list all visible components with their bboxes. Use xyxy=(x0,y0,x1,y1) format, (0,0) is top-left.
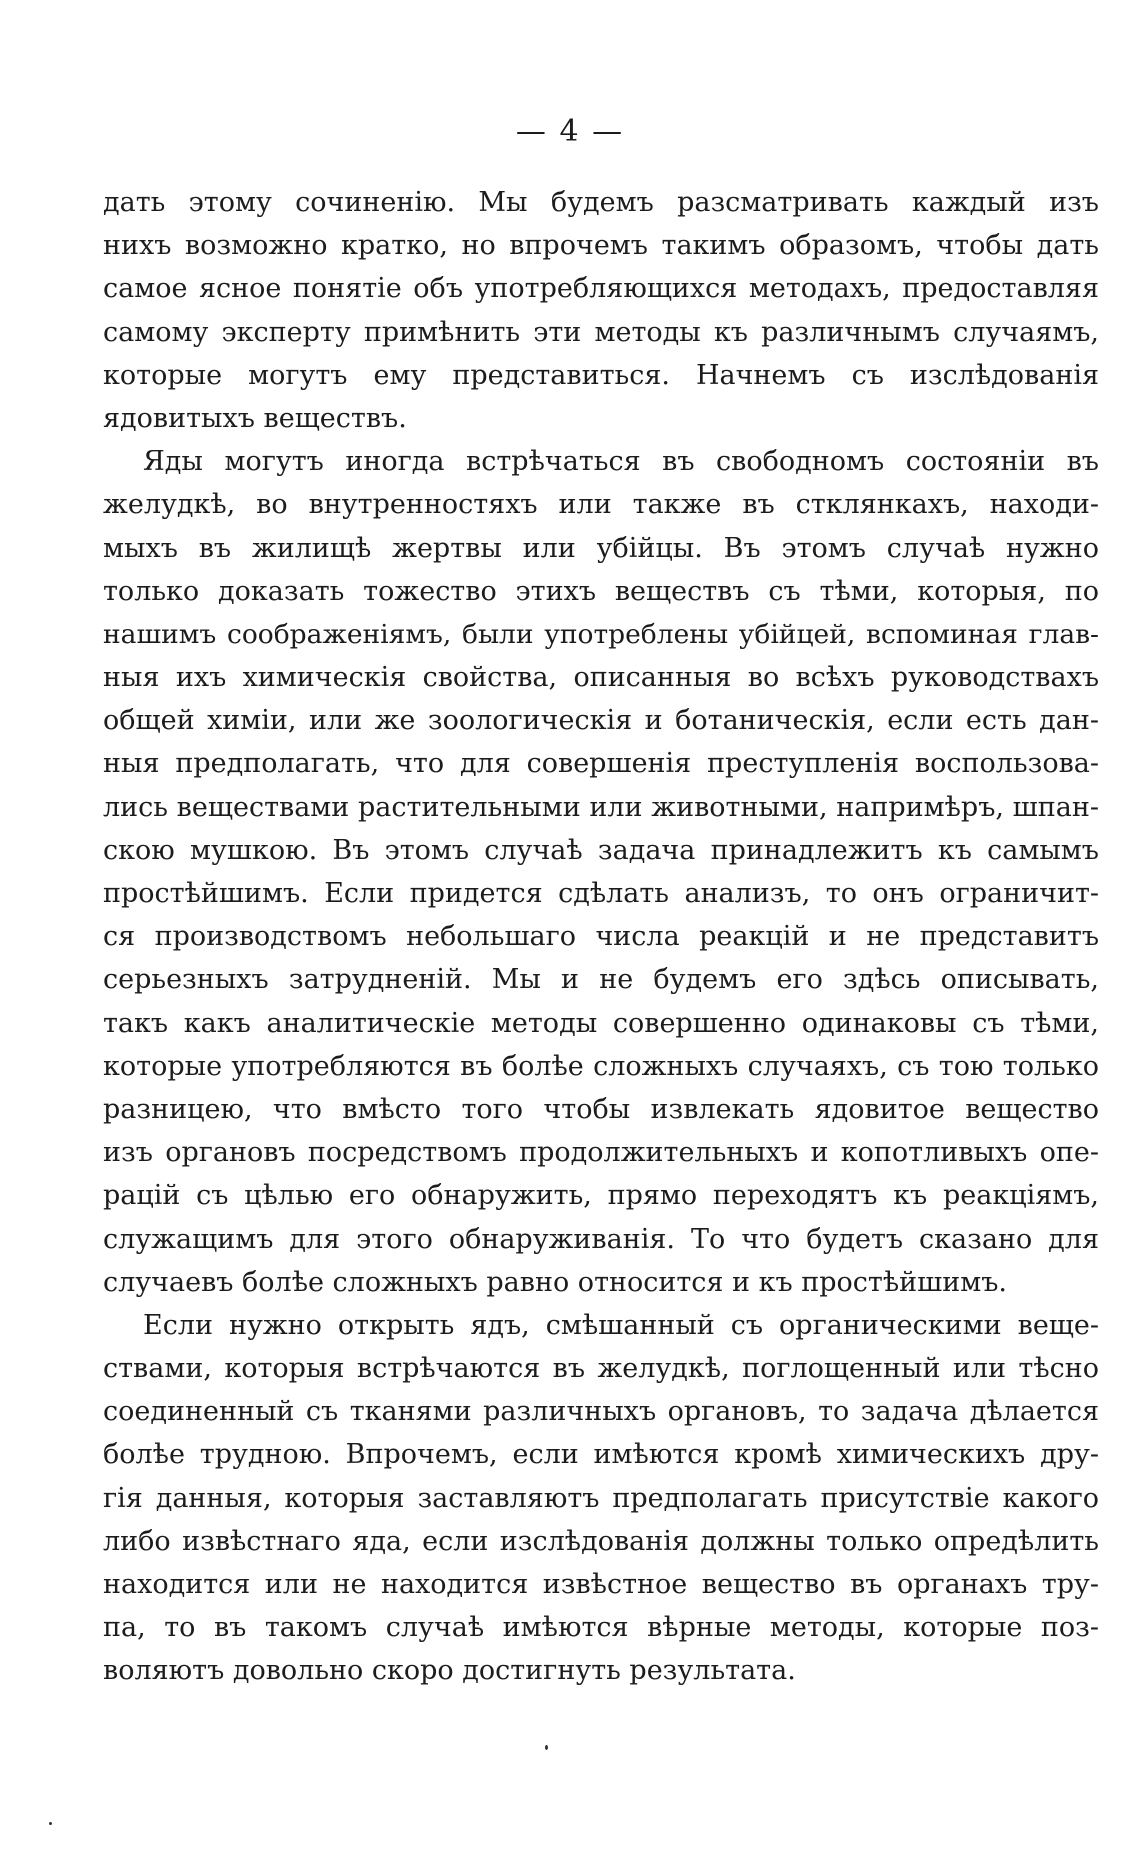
text-line: дать этому сочиненію. Мы будемъ разсматривать каждый изъ xyxy=(103,187,1099,218)
text-line: ныя предполагать, что для совершенія преступленія воспользова- xyxy=(103,748,1099,780)
text-line: служащимъ для этого обнаруживанія. То что будетъ сказано для xyxy=(103,1223,1099,1255)
text-line: самое ясное понятіе объ употребляющихся методахъ, предоставляя xyxy=(103,273,1099,305)
text-line: общей химіи, или же зоологическія и ботаническія, если есть дан- xyxy=(103,705,1099,737)
text-line: простѣйшимъ. Если придется сдѣлать анализъ, то онъ ограничит- xyxy=(103,878,1099,909)
scan-speck xyxy=(49,1822,52,1825)
body-text xyxy=(103,181,1099,1693)
text-line: самому эксперту примѣнить эти методы къ различнымъ случаямъ, xyxy=(103,316,1099,348)
text-line: ядовитыхъ веществъ. xyxy=(103,402,407,434)
text-line: ся производствомъ небольшаго числа реакцій и не представитъ xyxy=(103,921,1099,953)
text-line: мыхъ въ жилищѣ жертвы или убійцы. Въ этомъ случаѣ нужно xyxy=(103,532,1099,564)
text-line: нашимъ соображеніямъ, были употреблены убійцей, вспоминая глав- xyxy=(103,618,1099,650)
text-line: Яды могутъ иногда встрѣчаться въ свободномъ состояніи въ xyxy=(143,446,1099,478)
text-line: случаевъ болѣе сложныхъ равно относится и къ простѣйшимъ. xyxy=(103,1266,1007,1298)
text-line: серьезныхъ затрудненій. Мы и не будемъ его здѣсь описывать, xyxy=(103,964,1099,996)
text-line: воляютъ довольно скоро достигнуть результата. xyxy=(103,1655,796,1687)
text-line: ствами, которыя встрѣчаются въ желудкѣ, поглощенный или тѣсно xyxy=(103,1353,1099,1385)
text-line: только доказать тожество этихъ веществъ съ тѣми, которыя, по xyxy=(103,575,1099,607)
text-line: скою мушкою. Въ этомъ случаѣ задача принадлежитъ къ самымъ xyxy=(103,834,1099,866)
text-line: болѣе трудною. Впрочемъ, если имѣются кромѣ химическихъ дру- xyxy=(103,1439,1099,1471)
text-line: изъ органовъ посредствомъ продолжительныхъ и копотливыхъ опе- xyxy=(103,1137,1099,1169)
text-line: лись веществами растительными или животными, напримѣръ, шпан- xyxy=(103,791,1099,823)
text-line: па, то въ такомъ случаѣ имѣются вѣрные методы, которые поз- xyxy=(103,1612,1099,1644)
text-line: находится или не находится извѣстное вещество въ органахъ тру- xyxy=(103,1569,1099,1600)
text-line: рацій съ цѣлью его обнаружить, прямо переходятъ къ реакціямъ, xyxy=(103,1180,1099,1212)
text-line: либо извѣстнаго яда, если изслѣдованія должны только опредѣлить xyxy=(103,1525,1099,1557)
text-line: которые употребляются въ болѣе сложныхъ случаяхъ, съ тою только xyxy=(103,1050,1099,1082)
scan-speck xyxy=(545,1745,548,1750)
text-line: разницею, что вмѣсто того чтобы извлекать ядовитое вещество xyxy=(103,1093,1099,1125)
text-line: такъ какъ аналитическіе методы совершенно одинаковы съ тѣми, xyxy=(103,1007,1099,1039)
text-line: которые могутъ ему представиться. Начнемъ съ изслѣдованія xyxy=(103,359,1099,391)
text-line: желудкѣ, во внутренностяхъ или также въ стклянкахъ, находи- xyxy=(103,489,1099,521)
text-line: Если нужно открыть ядъ, смѣшанный съ органическими веще- xyxy=(143,1309,1099,1341)
text-line: ныя ихъ химическія свойства, описанныя во всѣхъ руководствахъ xyxy=(103,662,1099,694)
text-line: нихъ возможно кратко, но впрочемъ такимъ образомъ, чтобы дать xyxy=(103,230,1099,262)
text-line: соединенный съ тканями различныхъ органовъ, то задача дѣлается xyxy=(103,1396,1099,1428)
text-line: гія данныя, которыя заставляютъ предполагать присутствіе какого xyxy=(103,1482,1099,1514)
page-number: — 4 — xyxy=(515,114,625,149)
